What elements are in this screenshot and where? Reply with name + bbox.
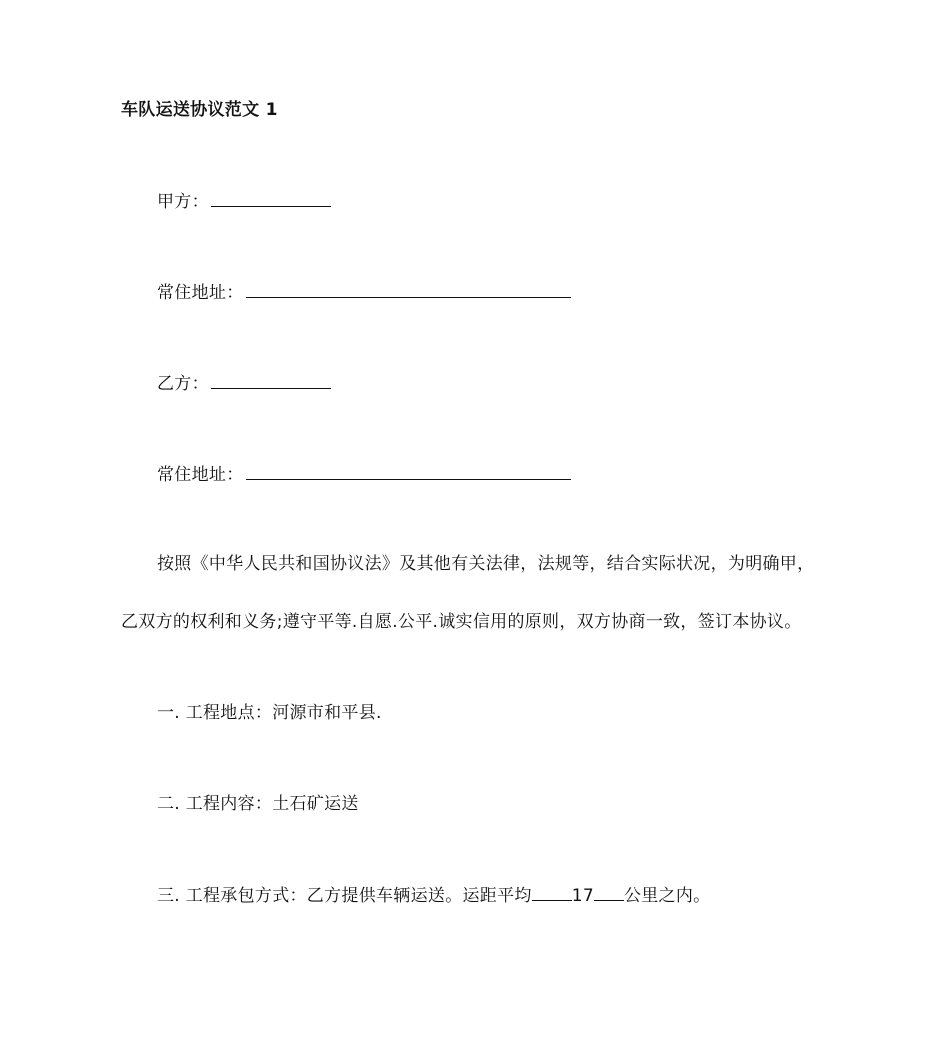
distance-value: 17	[571, 886, 594, 906]
distance-blank-left	[532, 884, 572, 901]
party-a-label: 甲方：	[157, 192, 209, 212]
address-b-line	[157, 463, 571, 486]
address-b-blank	[246, 463, 571, 480]
address-a-line	[157, 281, 571, 304]
clause-3	[157, 884, 710, 907]
party-b-line	[157, 372, 331, 395]
address-a-blank	[246, 281, 571, 298]
clause-3-suffix: 公里之内。	[623, 886, 711, 906]
clause-3-prefix: 三. 工程承包方式：乙方提供车辆运送。运距平均	[157, 886, 532, 906]
party-b-blank	[211, 372, 331, 389]
party-a-blank	[211, 190, 331, 207]
clause-1: 一. 工程地点：河源市和平县.	[157, 703, 382, 723]
address-a-label: 常住地址：	[157, 283, 244, 303]
document-title: 车队运送协议范文 1	[121, 100, 278, 120]
distance-blank-right	[594, 884, 624, 901]
intro-paragraph-line-2: 乙双方的权利和义务;遵守平等.自愿.公平.诚实信用的原则，双方协商一致，签订本协议。	[121, 612, 802, 632]
address-b-label: 常住地址：	[157, 465, 244, 485]
intro-paragraph-line-1: 按照《中华人民共和国协议法》及其他有关法律，法规等，结合实际状况，为明确甲，	[157, 554, 815, 574]
clause-2: 二. 工程内容：土石矿运送	[157, 794, 359, 814]
party-b-label: 乙方：	[157, 374, 209, 394]
party-a-line	[157, 190, 331, 213]
